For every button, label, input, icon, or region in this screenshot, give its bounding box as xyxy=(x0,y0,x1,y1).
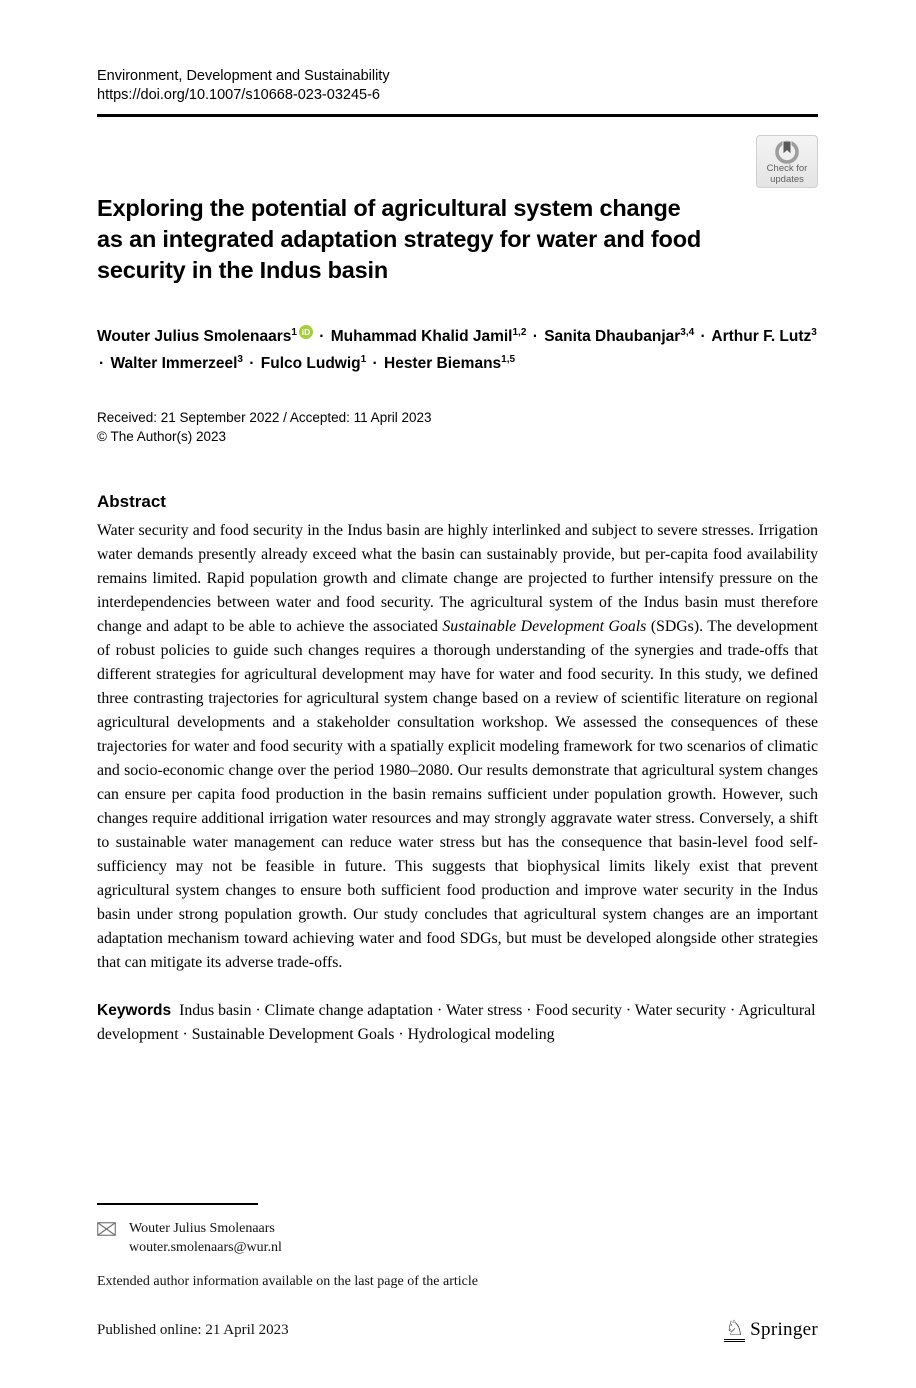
corresponding-author-block xyxy=(97,1219,818,1257)
corresponding-author-name: Wouter Julius Smolenaars xyxy=(129,1221,275,1236)
crossmark-icon xyxy=(774,138,800,164)
doi-link[interactable]: https://doi.org/10.1007/s10668-023-03245-6 xyxy=(97,87,380,103)
author-separator: · xyxy=(319,328,325,346)
received-accepted-line: Received: 21 September 2022 / Accepted: 11 April 2023 xyxy=(97,410,432,426)
title-line-3: security in the Indus basin xyxy=(97,257,389,283)
publication-footer xyxy=(97,1318,818,1342)
header-rule xyxy=(97,114,818,117)
orcid-icon[interactable]: iD xyxy=(299,325,313,339)
abstract-text xyxy=(97,519,818,975)
journal-header xyxy=(97,67,818,105)
badge-label-line2: updates xyxy=(770,173,804,185)
author-list xyxy=(97,321,818,375)
badge-row xyxy=(97,135,818,188)
journal-name: Environment, Development and Sustainability xyxy=(97,68,390,84)
author-separator: · xyxy=(372,355,378,373)
title-line-2: as an integrated adaptation strategy for water and food xyxy=(97,226,702,252)
abstract-pre: Water security and food security in the Indus basin are highly interlinked and subject to severe stresses. Irrigation water demands presently already exceed what the basin can sustainably provide, but per-capita food availability remains limited. Rapid population growth and climate change are projected to further intensify pressure on the interdependencies between water and food security. The agricultural system of the Indus basin must therefore change and adapt to be able to achieve the associated xyxy=(97,522,818,636)
dates-block xyxy=(97,409,818,446)
springer-wordmark: Springer xyxy=(750,1319,818,1340)
check-for-updates-badge[interactable] xyxy=(756,135,818,188)
extended-author-info: Extended author information available on the last page of the article xyxy=(97,1274,478,1289)
springer-knight-icon: ♘ xyxy=(725,1316,745,1340)
title-line-1: Exploring the potential of agricultural system change xyxy=(97,195,681,221)
keywords-label: Keywords xyxy=(97,1002,172,1020)
author-name: Sanita Dhaubanjar$^{3,4}$ xyxy=(544,327,695,346)
copyright-line: © The Author(s) 2023 xyxy=(97,428,227,444)
footnote-rule xyxy=(97,1203,258,1205)
author-name: Walter Immerzeel$^3$ xyxy=(110,354,243,373)
envelope-icon xyxy=(97,1222,116,1236)
footnote-block xyxy=(97,1203,818,1290)
author-separator: · xyxy=(532,328,538,346)
corresponding-author-email[interactable]: wouter.smolenaars@wur.nl xyxy=(129,1240,282,1255)
author-name: Fulco Ludwig$^1$ xyxy=(260,354,367,373)
keywords-block xyxy=(97,999,818,1046)
author-name: Hester Biemans$^{1,5}$ xyxy=(384,354,516,373)
keywords-list: Indus basin · Climate change adaptation · Water stress · Food security · Water security · Agricultural development · Sustainable Development Goals · Hydrological modeling xyxy=(97,1002,816,1043)
article-first-page xyxy=(97,0,818,1388)
author-separator: · xyxy=(249,355,255,373)
abstract-post: (SDGs). The development of robust policies to guide such changes requires a thorough understanding of the synergies and trade-offs that different strategies for agricultural development may have for water and food security. In this study, we defined three contrasting trajectories for agricultural system change based on a review of scientific literature on regional agricultural developments and a stakeholder consultation workshop. We assessed the consequences of these trajectories for water and food security with a spatially explicit modeling framework for two scenarios of climatic and socio-economic change over the period 1980–2080. Our results demonstrate that agricultural system changes can ensure per capita food production in the basin remains sufficient under population growth. However, such changes require additional irrigation water resources and may strongly aggravate water stress. Conversely, a shift to sustainable water management can reduce water stress but has the consequence that basin-level food self-sufficiency may not be feasible in future. This suggests that biophysical limits likely exist that prevent agricultural system changes to ensure both sufficient food production and improve water security in the Indus basin under strong population growth. Our study concludes that agricultural system changes are an important adaptation mechanism toward achieving water and food SDGs, but must be developed alongside other strategies that can mitigate its adverse trade-offs. xyxy=(97,618,818,972)
author-name: Wouter Julius Smolenaars$^1$ xyxy=(97,327,297,346)
article-title xyxy=(97,193,818,286)
published-online-date: Published online: 21 April 2023 xyxy=(97,1321,289,1338)
author-name: Muhammad Khalid Jamil$^{1,2}$ xyxy=(330,327,527,346)
author-name: Arthur F. Lutz$^3$ xyxy=(711,327,817,346)
abstract-italic-phrase: Sustainable Development Goals xyxy=(442,618,647,636)
author-separator: · xyxy=(700,328,706,346)
abstract-heading: Abstract xyxy=(97,492,166,512)
springer-logo xyxy=(724,1318,818,1342)
badge-label-line1: Check for xyxy=(766,163,808,174)
author-separator: · xyxy=(99,355,105,373)
